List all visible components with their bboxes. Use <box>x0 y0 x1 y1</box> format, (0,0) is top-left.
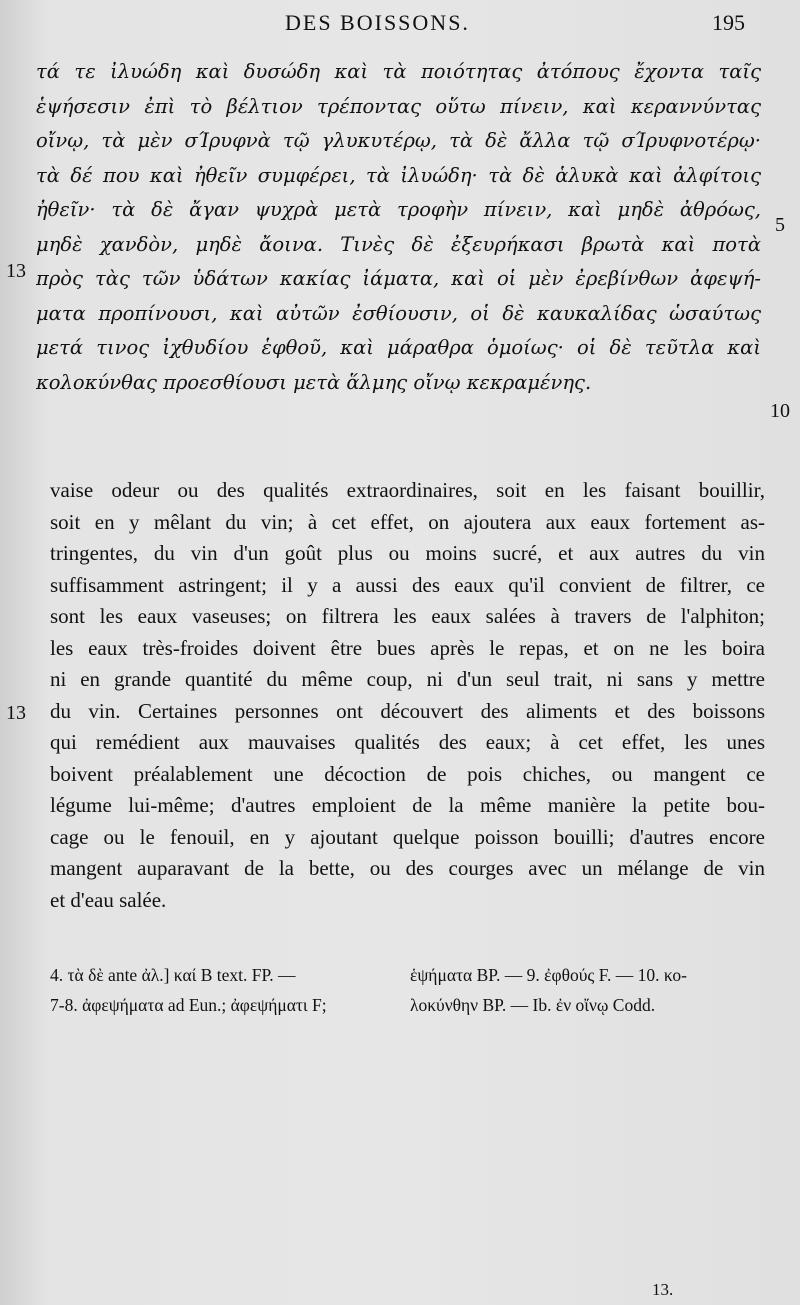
french-line: soit en y mêlant du vin; à cet effet, on ajoutera aux eaux fortement as- <box>50 509 765 534</box>
french-line: et d'eau salée. <box>50 887 167 912</box>
greek-line: πρὸς τὰς τῶν ὑδάτων κακίας ἰάματα, καὶ οἱ μὲν ἐρεβίνθων ἀφεψή- <box>36 267 761 290</box>
greek-line: οἴνῳ, τὰ μὲν σΊρυφνὰ τῷ γλυκυτέρῳ, τὰ δὲ ἄλλα τῷ σΊρυφνοτέρῳ· <box>36 129 761 152</box>
french-line: boivent préalablement une décoction de pois chiches, ou mangent ce <box>50 761 765 786</box>
french-line: mangent auparavant de la bette, ou des courges avec un mélange de vin <box>50 856 765 880</box>
footnote-entry: λοκύνθην BP. — Ib. ἐν οἴνῳ Codd. <box>410 995 656 1015</box>
greek-line: ἠθεῖν· τὰ δὲ ἄγαν ψυχρὰ μετὰ τροφὴν πίνειν, καὶ μηδὲ ἀθρόως, <box>36 198 761 221</box>
greek-line: ματα προπίνουσι, καὶ αὐτῶν ἐσθίουσιν, οἱ δὲ καυκαλίδας ὡσαύτως <box>36 301 761 325</box>
french-line: les eaux très-froides doivent être bues après le repas, et on ne les boira <box>50 635 765 660</box>
french-line: vaise odeur ou des qualités extraordinaires, soit en les faisant bouillir, <box>50 478 765 502</box>
french-translation-block <box>50 475 765 916</box>
french-line: suffisamment astringent; il y a aussi des eaux qu'il convient de filtrer, ce <box>50 572 765 597</box>
french-section-number: 13 <box>6 702 26 724</box>
footnote-line <box>50 960 765 990</box>
signature-mark: 13. <box>652 1280 674 1299</box>
french-line: tringentes, du vin d'un goût plus ou moins sucré, et aux autres du vin <box>50 541 765 565</box>
greek-section-number: 13 <box>6 260 26 282</box>
greek-line: ἑψήσεσιν ἐπὶ τὸ βέλτιον τρέποντας οὕτω πίνειν, καὶ κεραννύντας <box>36 94 761 118</box>
french-line: qui remédient aux mauvaises qualités des eaux; à cet effet, les unes <box>50 730 765 754</box>
french-line: ni en grande quantité du même coup, ni d'un seul trait, ni sans y mettre <box>50 667 765 691</box>
page-number: 195 <box>712 10 745 35</box>
french-line: légume lui-même; d'autres emploient de la même manière la petite bou- <box>50 793 765 817</box>
footnote-entry: 4. τὰ δὲ ante ἀλ.] καί B text. FP. — <box>50 965 296 985</box>
footnote-entry: 7-8. ἀφεψήματα ad Eun.; ἀφεψήματι F; <box>50 995 327 1015</box>
footnote-line <box>50 990 765 1020</box>
greek-line: τὰ δέ που καὶ ἠθεῖν συμφέρει, τὰ ἰλυώδη· τὰ δὲ ἁλυκὰ καὶ ἀλφίτοις <box>36 163 761 187</box>
greek-line: τά τε ἰλυώδη καὶ δυσώδη καὶ τὰ ποιότητας ἀτόπους ἔχοντα ταῖς <box>36 60 761 83</box>
footnote-entry: ἑψήματα BP. — 9. ἐφθούς F. — 10. κο- <box>410 965 687 985</box>
greek-line: μηδὲ χανδὸν, μηδὲ ἄοινα. Τινὲς δὲ ἐξευρήκασι βρωτὰ καὶ ποτὰ <box>36 232 761 256</box>
running-head: DES BOISSONS. <box>285 10 470 35</box>
greek-line: κολοκύνθας προεσθίουσι μετὰ ἅλμης οἴνῳ κεκραμένης. <box>36 370 592 394</box>
critical-apparatus <box>50 960 765 1020</box>
french-line: sont les eaux vaseuses; on filtrera les eaux salées à travers de l'alphiton; <box>50 604 765 628</box>
greek-line-number-5: 5 <box>775 214 785 236</box>
greek-text-block <box>36 55 761 400</box>
greek-line-number-10: 10 <box>770 400 790 422</box>
page-header <box>0 10 800 40</box>
french-line: du vin. Certaines personnes ont découvert des aliments et des boissons <box>50 698 765 723</box>
french-line: cage ou le fenouil, en y ajoutant quelque poisson bouilli; d'autres encore <box>50 824 765 849</box>
greek-line: μετά τινος ἰχθυδίου ἑφθοῦ, καὶ μάραθρα ὁμοίως· οἱ δὲ τεῦτλα καὶ <box>36 336 761 359</box>
